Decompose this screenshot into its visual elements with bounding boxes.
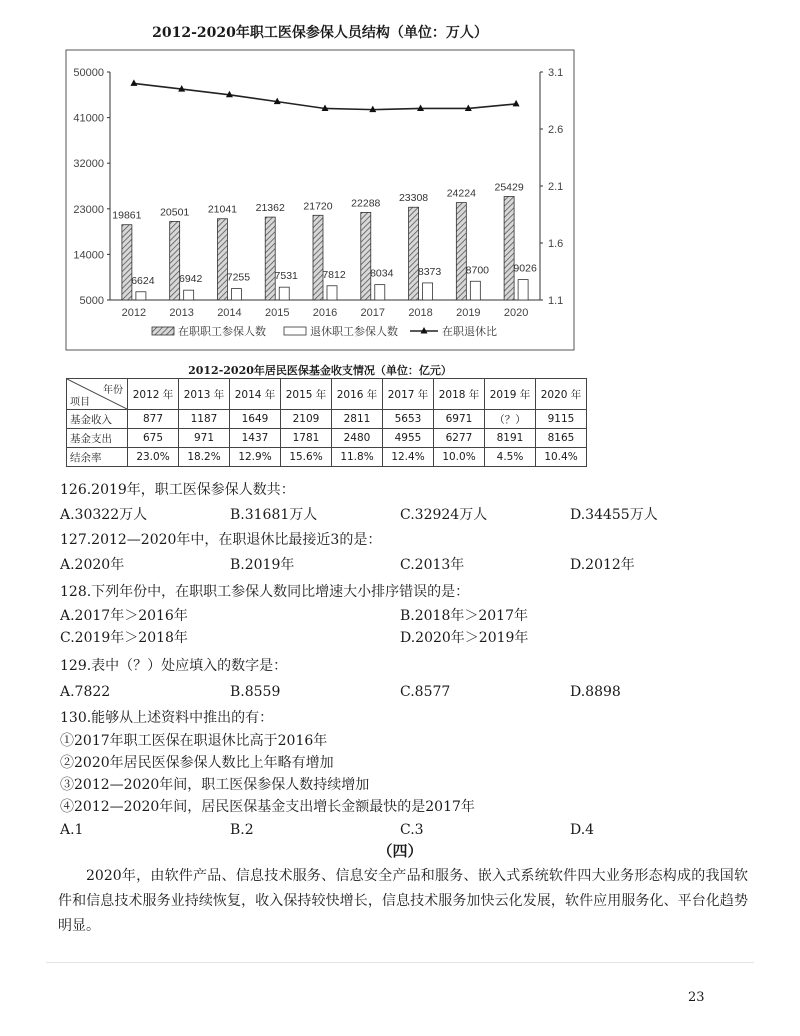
table-cell: 5653 [383, 410, 434, 429]
year-header: 2015 年 [281, 379, 332, 410]
row-label: 基金支出 [67, 429, 128, 448]
table-cell: 675 [128, 429, 179, 448]
ratio-point [130, 79, 137, 86]
bar-retired-workers [136, 292, 146, 300]
bar-active-workers [217, 219, 227, 300]
option-a[interactable]: A.7822 [60, 684, 111, 700]
bar-active-value: 22288 [351, 197, 381, 210]
table-cell: 4.5% [485, 448, 536, 467]
bar-retired-value: 8034 [370, 267, 394, 280]
table-cell: 1187 [179, 410, 230, 429]
right-tick-label: 3.1 [548, 67, 564, 79]
left-tick-label: 5000 [79, 295, 104, 307]
bar-retired-workers [470, 281, 480, 300]
question-128: 128.下列年份中，在职职工参保人数同比增速大小排序错误的是： [60, 584, 470, 600]
option-d[interactable]: D.8898 [570, 684, 621, 700]
bar-active-workers [122, 225, 132, 300]
row-label: 结余率 [67, 448, 128, 467]
bar-retired-workers [231, 289, 241, 300]
option-c[interactable]: C.2019年＞2018年 [60, 630, 188, 646]
bar-active-value: 23308 [398, 192, 429, 205]
right-tick-label: 2.6 [548, 124, 564, 136]
x-tick-label: 2020 [503, 307, 529, 319]
option-d[interactable]: D.2020年＞2019年 [400, 630, 529, 646]
statement-3: ③2012—2020年间，职工医保参保人数持续增加 [60, 777, 370, 793]
year-header: 2017 年 [383, 379, 434, 410]
option-b[interactable]: B.2018年＞2017年 [400, 608, 528, 624]
bar-retired-value: 7255 [226, 271, 251, 284]
table-cell: 2811 [332, 410, 383, 429]
table-cell: 9115 [536, 410, 587, 429]
bar-active-workers [456, 203, 466, 300]
table-cell: 2480 [332, 429, 383, 448]
year-header: 2013 年 [179, 379, 230, 410]
option-d[interactable]: D.4 [570, 822, 595, 838]
bar-retired-value: 7531 [274, 270, 298, 283]
right-tick-label: 1.6 [548, 238, 564, 250]
table-cell: 6277 [434, 429, 485, 448]
option-a[interactable]: A.2020年 [60, 557, 125, 573]
corner-year-label: 年份 [103, 385, 123, 396]
bar-active-value: 25429 [494, 181, 524, 194]
x-tick-label: 2013 [169, 307, 194, 319]
bar-active-value: 20501 [160, 206, 190, 219]
option-b[interactable]: B.2019年 [230, 557, 295, 573]
bar-active-value: 19861 [112, 209, 142, 222]
bar-retired-workers [375, 285, 385, 300]
legend-swatch-active [152, 327, 174, 335]
bar-retired-value: 9026 [513, 262, 537, 275]
option-b[interactable]: B.31681万人 [230, 507, 318, 523]
year-header: 2019 年 [485, 379, 536, 410]
table-cell: 8191 [485, 429, 536, 448]
table-cell: 4955 [383, 429, 434, 448]
option-a[interactable]: A.2017年＞2016年 [60, 608, 188, 624]
bar-retired-value: 6942 [178, 273, 203, 286]
x-tick-label: 2018 [408, 307, 433, 319]
option-c[interactable]: C.32924万人 [400, 507, 488, 523]
bar-retired-workers [518, 280, 528, 300]
table-cell: （？） [485, 410, 536, 429]
table-cell: 18.2% [179, 448, 230, 467]
question-129: 129.表中（？）处应填入的数字是： [60, 658, 288, 674]
divider [46, 962, 754, 963]
table-row [67, 410, 587, 429]
year-header: 2014 年 [230, 379, 281, 410]
legend-label-retired: 退休职工参保人数 [310, 325, 398, 338]
bar-active-workers [361, 212, 371, 300]
table-corner-cell [67, 379, 128, 410]
bar-retired-value: 6624 [131, 274, 155, 287]
bar-active-workers [504, 196, 514, 300]
table-cell: 11.8% [332, 448, 383, 467]
ratio-point [513, 100, 520, 107]
page-number: 23 [688, 990, 705, 1005]
legend-swatch-retired [284, 327, 306, 335]
staff-insurance-chart [0, 48, 600, 358]
section-heading: （四） [377, 842, 423, 860]
option-b[interactable]: B.8559 [230, 684, 281, 700]
right-tick-label: 2.1 [548, 181, 564, 193]
bar-active-value: 21720 [303, 200, 333, 213]
table-cell: 1649 [230, 410, 281, 429]
option-b[interactable]: B.2 [230, 822, 254, 838]
question-130: 130.能够从上述资料中推出的有： [60, 710, 274, 726]
left-tick-label: 14000 [73, 249, 104, 262]
option-c[interactable]: C.2013年 [400, 557, 465, 573]
x-tick-label: 2017 [360, 307, 386, 319]
year-header: 2020 年 [536, 379, 587, 410]
table-cell: 15.6% [281, 448, 332, 467]
bar-retired-value: 8700 [465, 264, 490, 277]
legend-label-active: 在职职工参保人数 [178, 325, 266, 338]
x-tick-label: 2015 [264, 307, 290, 319]
bar-active-workers [170, 221, 180, 300]
left-tick-label: 23000 [73, 203, 104, 216]
fund-table [66, 378, 587, 467]
table-cell: 971 [179, 429, 230, 448]
table-cell: 6971 [434, 410, 485, 429]
statement-4: ④2012—2020年间，居民医保基金支出增长金额最快的是2017年 [60, 799, 475, 815]
year-header: 2018 年 [434, 379, 485, 410]
option-a[interactable]: A.1 [60, 822, 84, 838]
statement-1: ①2017年职工医保在职退休比高于2016年 [60, 733, 328, 749]
table-row [67, 429, 587, 448]
statement-2: ②2020年居民医保参保人数比上年略有增加 [60, 755, 334, 771]
bar-active-value: 24224 [446, 187, 476, 200]
bar-active-value: 21362 [255, 202, 285, 215]
question-126: 126.2019年，职工医保参保人数共： [60, 482, 295, 498]
option-d[interactable]: D.34455万人 [570, 507, 658, 523]
left-tick-label: 50000 [73, 67, 104, 79]
right-tick-label: 1.1 [548, 295, 564, 307]
table-header-row [67, 379, 587, 410]
table-cell: 12.4% [383, 448, 434, 467]
bar-retired-workers [279, 287, 289, 300]
table-cell: 2109 [281, 410, 332, 429]
table-cell: 10.0% [434, 448, 485, 467]
x-tick-label: 2016 [312, 307, 338, 319]
table-cell: 8165 [536, 429, 587, 448]
option-d[interactable]: D.2012年 [570, 557, 635, 573]
option-c[interactable]: C.3 [400, 822, 424, 838]
bar-active-workers [409, 207, 419, 300]
bar-active-workers [265, 217, 275, 300]
year-header: 2012 年 [128, 379, 179, 410]
option-a[interactable]: A.30322万人 [60, 507, 148, 523]
legend-label-ratio: 在职退休比 [442, 325, 497, 338]
x-tick-label: 2019 [456, 307, 481, 319]
row-label: 基金收入 [67, 410, 128, 429]
bar-active-value: 21041 [207, 203, 238, 216]
bar-retired-workers [327, 286, 337, 300]
table-cell: 1781 [281, 429, 332, 448]
bar-retired-workers [184, 290, 194, 300]
table-cell: 23.0% [128, 448, 179, 467]
table-row [67, 448, 587, 467]
left-tick-label: 32000 [73, 158, 104, 171]
bar-retired-workers [423, 283, 433, 300]
corner-item-label: 项目 [70, 397, 90, 408]
table-cell: 10.4% [536, 448, 587, 467]
x-tick-label: 2014 [217, 307, 242, 319]
left-tick-label: 41000 [73, 112, 104, 125]
section-paragraph: 2020年，由软件产品、信息技术服务、信息安全产品和服务、嵌入式系统软件四大业务形态构成的我国软件和信息技术服务业持续恢复，收入保持较快增长，信息技术服务加快云化发展，软件应用服务化、平台化趋势明显。 [58, 868, 748, 934]
year-header: 2016 年 [332, 379, 383, 410]
question-127: 127.2012—2020年中，在职退休比最接近3的是： [60, 532, 382, 548]
chart-title: 2012-2020年职工医保参保人员结构（单位：万人） [152, 25, 488, 41]
bar-retired-value: 7812 [322, 268, 346, 281]
table-cell: 1437 [230, 429, 281, 448]
x-tick-label: 2012 [121, 307, 147, 319]
table-cell: 877 [128, 410, 179, 429]
table-cell: 12.9% [230, 448, 281, 467]
bar-active-workers [313, 215, 323, 300]
bar-retired-value: 8373 [417, 265, 442, 278]
table-title: 2012-2020年居民医保基金收支情况（单位：亿元） [188, 364, 452, 377]
option-c[interactable]: C.8577 [400, 684, 451, 700]
